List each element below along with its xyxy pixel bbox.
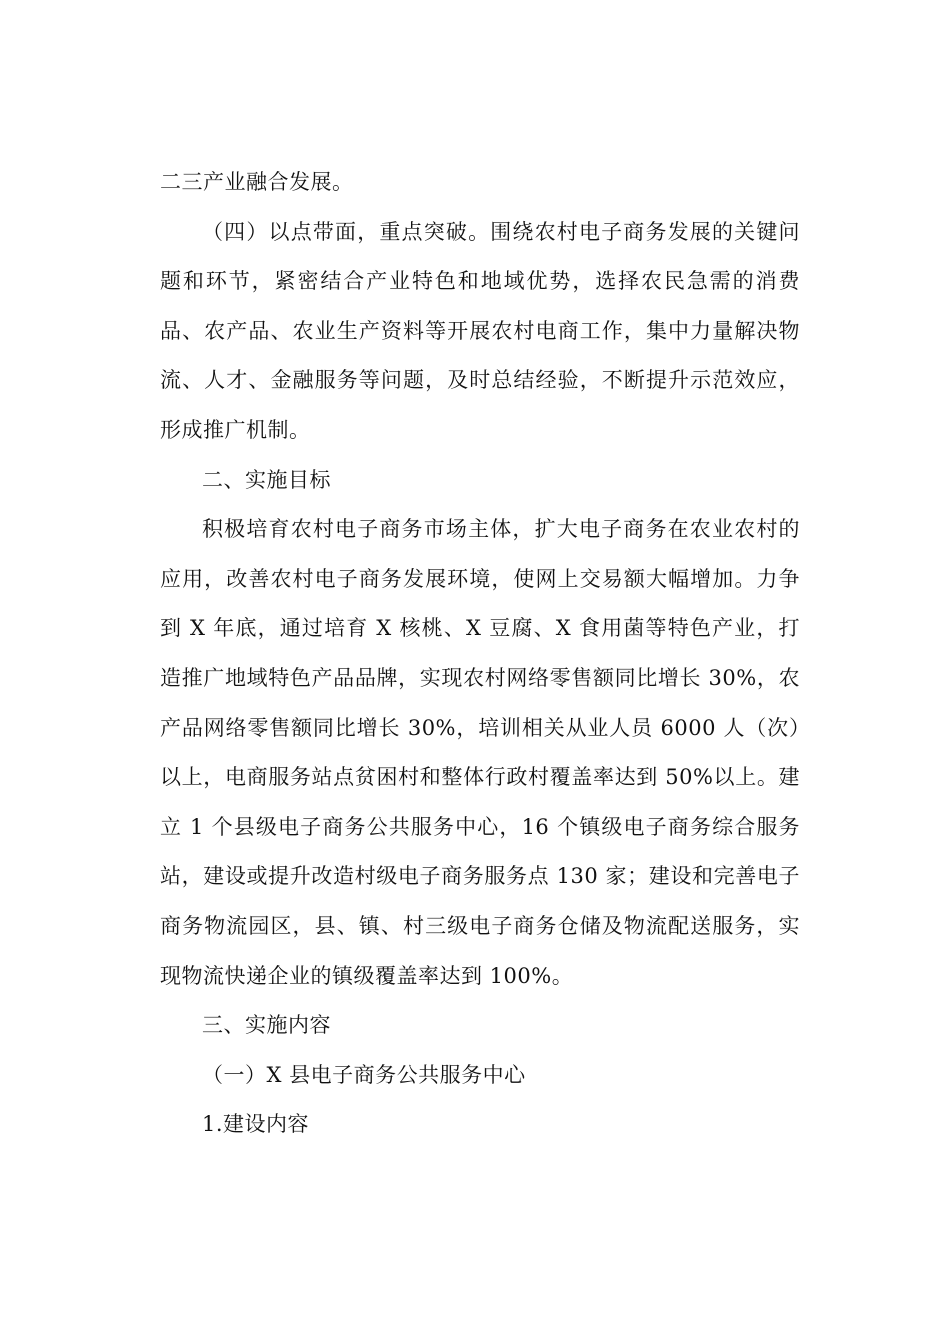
paragraph-continuation: 二三产业融合发展。 — [160, 170, 354, 194]
item-heading-construction: 1.建设内容 — [202, 1112, 310, 1137]
paragraph-principle-four: （四）以点带面，重点突破。围绕农村电子商务发展的关键问题和环节，紧密结合产业特色和地域优势，选择农民急需的消费品、农产品、农业生产资料等开展农村电商工作，集中力量解决物流、人才、金融服务等问题，及时总结经验，不断提升示范效应，形成推广机制。 — [160, 219, 800, 442]
subsection-heading-service-center: （一）X 县电子商务公共服务中心 — [202, 1062, 526, 1087]
section-heading-goals: 二、实施目标 — [202, 467, 331, 492]
section-heading-content: 三、实施内容 — [202, 1013, 331, 1038]
paragraph-goals: 积极培育农村电子商务市场主体，扩大电子商务在农业农村的应用，改善农村电子商务发展环境，使网上交易额大幅增加。力争到 X 年底，通过培育 X 核桃、X 豆腐、X 食用菌等特色产业，打造推广地域特色产品品牌，实现农村网络零售额同比增长 30%，农产品网络零售额同比增长 30%，培训相关从业人员 6000 人（次）以上，电商服务站点贫困村和整体行政村覆盖率达到 50%以上。建立 1 个县级电子商务公共服务中心，16 个镇级电子商务综合服务站，建设或提升改造村级电子商务服务点 130 家；建设和完善电子商务物流园区，县、镇、村三级电子商务仓储及物流配送服务，实现物流快递企业的镇级覆盖率达到 100%。 — [160, 517, 800, 988]
document-body — [160, 158, 800, 1150]
